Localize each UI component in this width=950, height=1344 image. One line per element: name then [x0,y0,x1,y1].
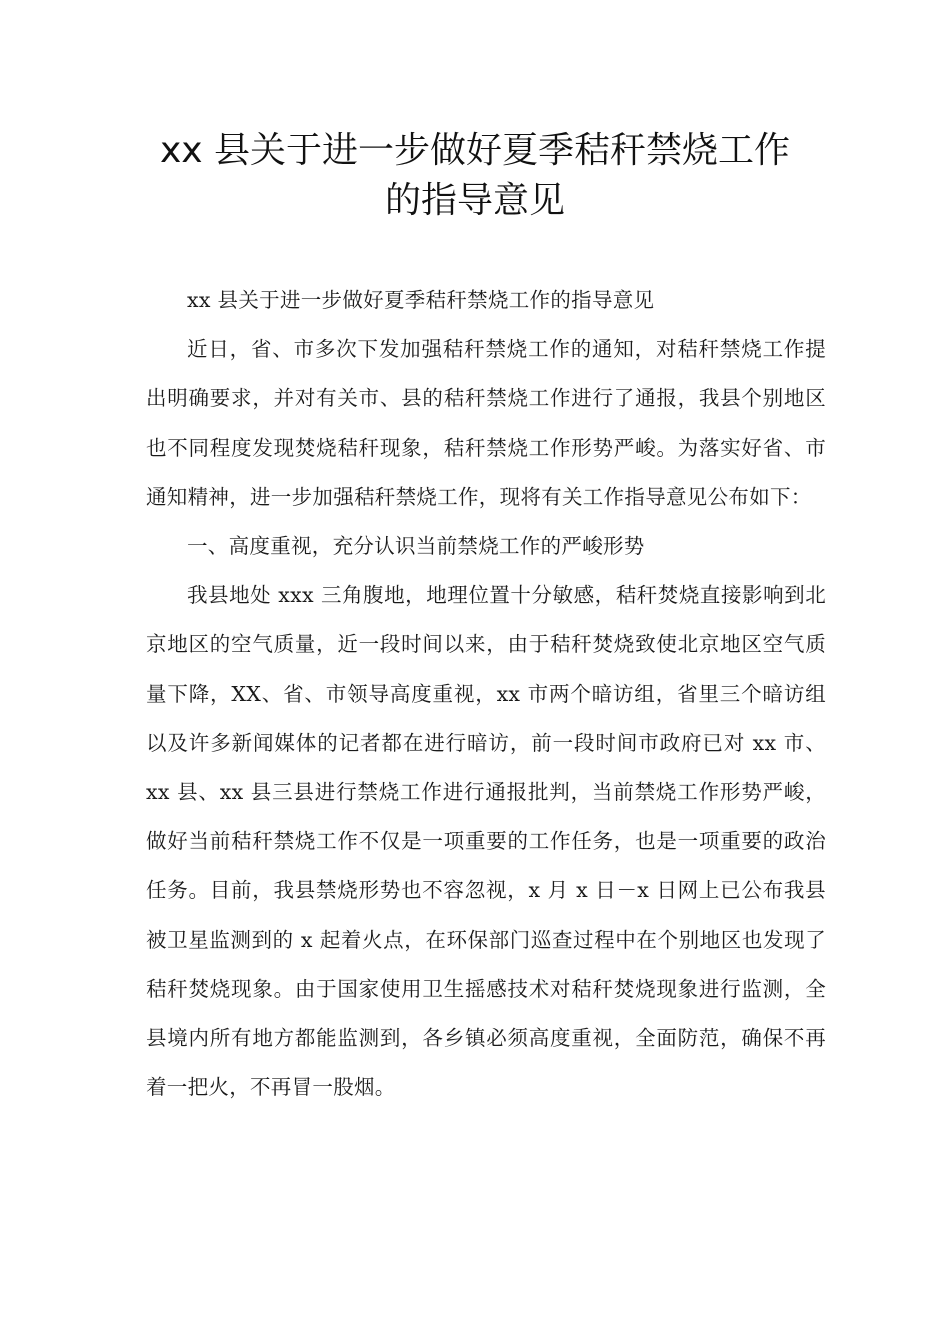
title-line-1: xx 县关于进一步做好夏季秸秆禁烧工作 [159,130,791,171]
intro-paragraph: 近日，省、市多次下发加强秸秆禁烧工作的通知，对秸秆禁烧工作提出明确要求，并对有关市、县的秸秆禁烧工作进行了通报，我县个别地区也不同程度发现焚烧秸秆现象，秸秆禁烧工作形势严峻。为落实好省、市通知精神，进一步加强秸秆禁烧工作，现将有关工作指导意见公布如下： [146,337,826,509]
section-1-paragraph: 我县地处 xxx 三角腹地，地理位置十分敏感，秸秆焚烧直接影响到北京地区的空气质量，近一段时间以来，由于秸秆焚烧致使北京地区空气质量下降，XX、省、市领导高度重视，xx 市两个暗访组，省里三个暗访组以及许多新闻媒体的记者都在进行暗访，前一段时间市政府已对 xx 市、xx 县、xx 县三县进行禁烧工作进行通报批判，当前禁烧工作形势严峻，做好当前秸秆禁烧工作不仅是一项重要的工作任务，也是一项重要的政治任务。目前，我县禁烧形势也不容忽视，x 月 x 日－x 日网上已公布我县被卫星监测到的 x 起着火点，在环保部门巡查过程中在个别地区也发现了秸秆焚烧现象。由于国家使用卫生摇感技术对秸秆焚烧现象进行监测，全县境内所有地方都能监测到，各乡镇必须高度重视，全面防范，确保不再着一把火，不再冒一股烟。 [146,583,826,1100]
document-title [120,126,830,226]
document-body [146,276,826,1112]
section-heading-1: 一、高度重视，充分认识当前禁烧工作的严峻形势 [187,534,645,559]
subtitle-paragraph: xx 县关于进一步做好夏季秸秆禁烧工作的指导意见 [187,288,655,312]
title-line-2: 的指导意见 [384,180,565,221]
